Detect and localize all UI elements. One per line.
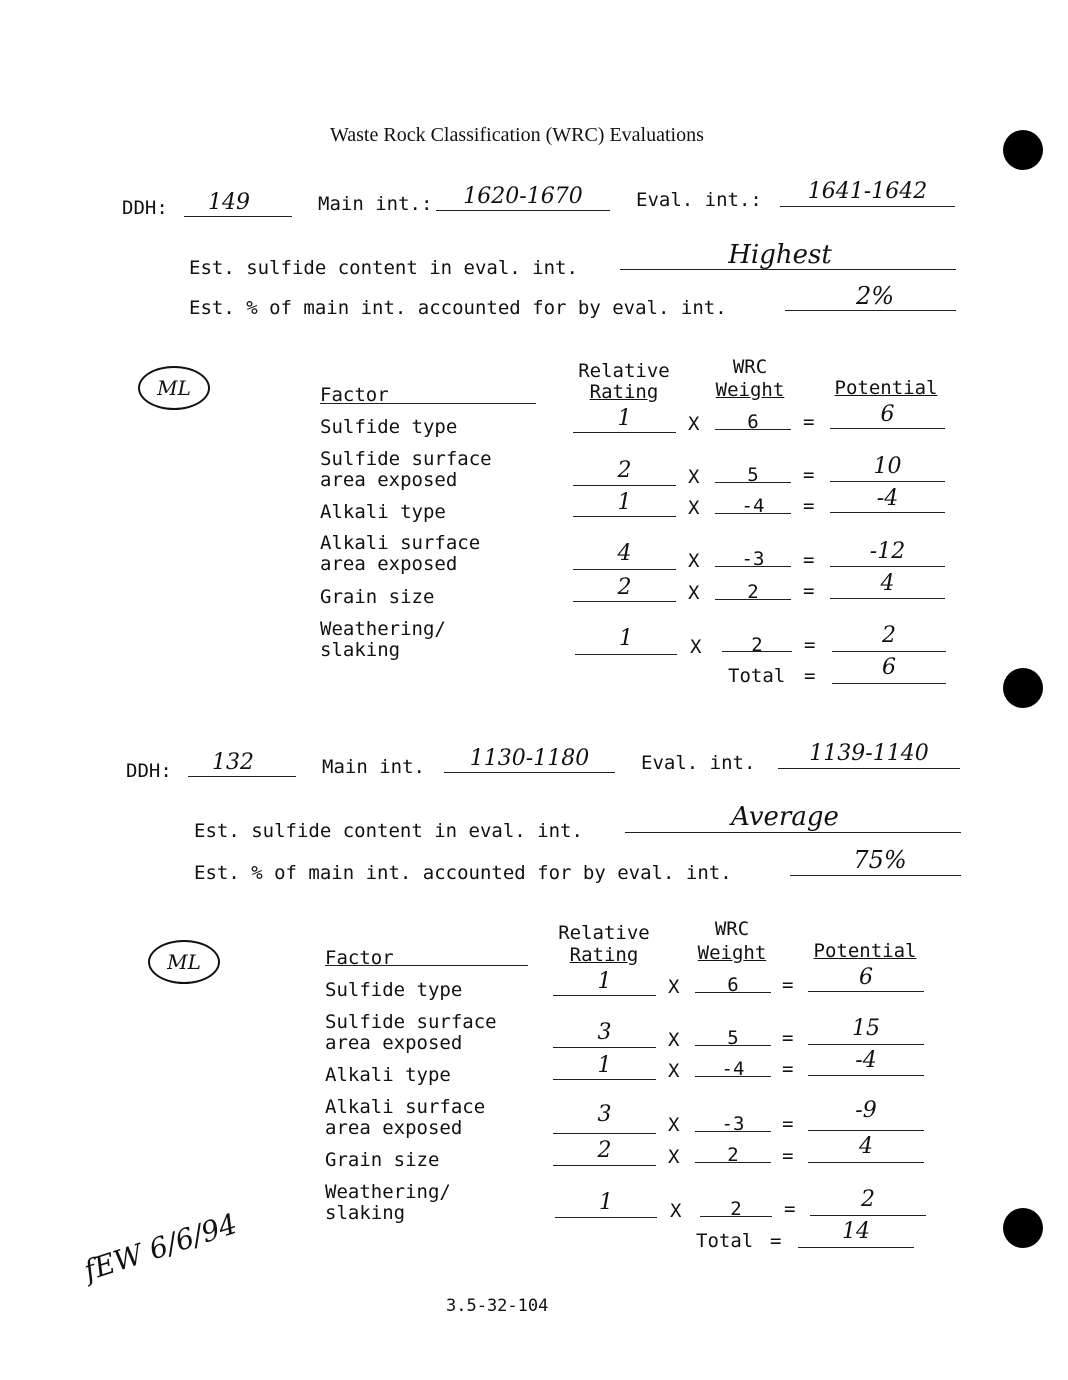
rating-value: 1 [597,969,612,994]
times-sign: X [668,1146,680,1168]
factor-label: Sulfide type [325,979,463,1001]
rating-value: 1 [597,1053,612,1078]
ml-circled-mark: ML [148,940,220,984]
factor-label: Alkali type [325,1064,451,1086]
equals-sign: = [782,1058,794,1080]
ddh-value: 149 [208,190,250,215]
weight-value: 6 [727,974,739,996]
factor-label-line2: area exposed [320,469,458,491]
total-value: 14 [842,1219,870,1244]
rating-value: 3 [597,1020,612,1045]
weight-value: 5 [747,464,759,486]
handwritten-initials-date: fEW 6/6/94 [80,1206,242,1288]
potential-value: 4 [859,1134,873,1159]
main-int-value: 1130-1180 [469,746,590,771]
rel-rating-header-line1: Relative [558,922,650,944]
potential-value: 2 [861,1187,875,1212]
total-value: 6 [882,655,896,680]
eval-int-label: Eval. int.: [636,189,762,211]
weight-value: -3 [721,1113,745,1135]
factor-label-line2: slaking [325,1202,406,1224]
times-sign: X [690,636,702,658]
potential-value: 2 [882,623,896,648]
equals-sign: = [803,411,815,433]
times-sign: X [688,582,700,604]
factor-label-line2: area exposed [325,1032,463,1054]
factor-label-line2: slaking [320,639,401,661]
pct-main-label: Est. % of main int. accounted for by eval. int. [189,297,727,319]
equals-sign: = [782,1145,794,1167]
factor-label: Sulfide surface [320,448,492,470]
sulfide-content-value: Average [731,802,839,832]
factor-label: Grain size [325,1149,440,1171]
eval-int-value: 1641-1642 [807,179,928,204]
main-int-label: Main int.: [318,193,433,215]
sulfide-content-value: Highest [728,240,832,270]
times-sign: X [668,1114,680,1136]
equals-sign: = [803,549,815,571]
page-title: Waste Rock Classification (WRC) Evaluations [330,124,704,146]
equals-sign: = [803,580,815,602]
factor-label: Weathering/ [325,1181,451,1203]
potential-value: -9 [855,1098,877,1123]
factor-label: Alkali type [320,501,446,523]
eval-int-value: 1139-1140 [809,741,929,766]
sulfide-content-label: Est. sulfide content in eval. int. [194,820,583,842]
factor-label-line2: area exposed [320,553,458,575]
potential-value: 6 [859,965,873,990]
rel-rating-header-line2: Rating [569,944,639,966]
equals-sign: = [804,665,816,687]
pct-main-label: Est. % of main int. accounted for by eval. int. [194,862,732,884]
punch-hole-middle [1003,668,1043,708]
times-sign: X [688,466,700,488]
potential-value: -4 [876,486,899,511]
wrc-weight-header-line2: Weight [697,942,767,964]
main-int-label: Main int. [322,756,425,778]
rating-value: 2 [617,575,632,600]
times-sign: X [668,1029,680,1051]
wrc-weight-header-line1: WRC [732,356,768,378]
factor-label: Alkali surface [320,532,481,554]
potential-value: 4 [880,571,895,596]
potential-header: Potential [834,377,938,399]
factor-label: Weathering/ [320,618,446,640]
ddh-value: 132 [212,750,254,775]
equals-sign: = [770,1230,782,1252]
pct-main-value: 75% [853,846,907,874]
factor-label: Sulfide surface [325,1011,497,1033]
times-sign: X [688,497,700,519]
total-label: Total [728,665,786,687]
page-number: 3.5-32-104 [446,1296,549,1316]
potential-value: 6 [880,402,895,427]
equals-sign: = [803,464,815,486]
times-sign: X [668,976,680,998]
main-int-value: 1620-1670 [463,184,583,209]
rating-value: 1 [619,626,633,651]
factor-label: Grain size [320,586,435,608]
weight-value: 2 [751,634,763,656]
weight-value: -4 [721,1058,745,1080]
rating-value: 1 [599,1190,613,1215]
weight-value: 2 [727,1144,739,1166]
rating-value: 1 [617,406,632,431]
weight-value: 2 [747,581,759,603]
equals-sign: = [782,974,794,996]
rel-rating-header-line1: Relative [578,360,670,382]
times-sign: X [688,550,700,572]
weight-value: 5 [727,1027,739,1049]
factor-label: Alkali surface [325,1096,486,1118]
eval-int-label: Eval. int. [641,752,756,774]
weight-value: 2 [730,1198,742,1220]
rating-value: 4 [617,541,632,566]
factor-header: Factor [325,947,394,969]
times-sign: X [668,1060,680,1082]
punch-hole-bottom [1003,1208,1043,1248]
total-label: Total [696,1230,754,1252]
times-sign: X [688,413,700,435]
sulfide-content-label: Est. sulfide content in eval. int. [189,257,578,279]
rating-value: 3 [597,1102,612,1127]
ddh-label: DDH: [126,760,172,782]
potential-value: 15 [852,1016,880,1041]
equals-sign: = [782,1113,794,1135]
weight-value: 6 [747,411,759,433]
rating-value: 2 [597,1138,612,1163]
equals-sign: = [782,1027,794,1049]
punch-hole-top [1003,130,1043,170]
potential-value: -12 [869,539,906,564]
weight-value: -4 [741,495,765,517]
pct-main-value: 2% [855,282,895,310]
rel-rating-header-line2: Rating [589,381,659,403]
potential-header: Potential [813,940,917,962]
potential-value: -4 [855,1048,877,1073]
rating-value: 2 [617,458,632,483]
factor-label-line2: area exposed [325,1117,463,1139]
wrc-weight-header-line2: Weight [715,379,785,401]
equals-sign: = [803,495,815,517]
wrc-weight-header-line1: WRC [714,918,750,940]
potential-value: 10 [873,454,902,479]
rating-value: 1 [617,490,632,515]
equals-sign: = [784,1198,796,1220]
factor-label: Sulfide type [320,416,458,438]
equals-sign: = [804,634,816,656]
weight-value: -3 [741,548,765,570]
ml-circled-mark: ML [138,366,210,410]
ddh-label: DDH: [122,197,168,219]
times-sign: X [670,1200,682,1222]
factor-header: Factor [320,384,389,406]
